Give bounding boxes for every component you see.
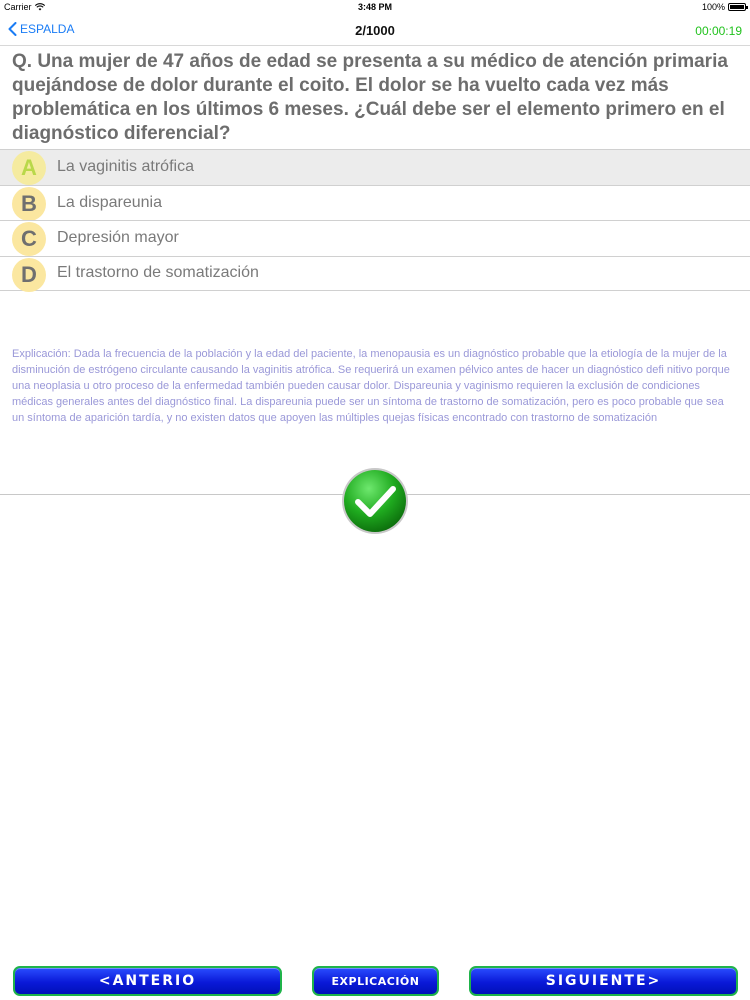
explanation-text: Explicación: Dada la frecuencia de la población y la edad del paciente, la menopausia es un diagnóstico probable que la etiología de la mujer de la disminución de estrógeno circulante causando la vaginitis atrófica. Se requerirá un examen pélvico antes de hacer un diagnóstico defi nitivo porque una neoplasia u otro proceso de la enfermedad también pueden causar dolor. Dispareunia y vaginismo requieren la exclusión de condiciones médicas generales antes del diagnóstico final. La dispareunia puede ser un síntoma de trastorno de somatización, pero es poco probable que sea un síntoma de aparición tardía, y no existen datos que apoyen las múltiples quejas físicas encontrado con trastorno de somatización — [12, 348, 730, 424]
status-time: 3:48 PM — [357, 2, 392, 12]
answer-text: La vaginitis atrófica — [57, 158, 194, 176]
next-button[interactable]: SIGUIENTE> — [469, 966, 738, 996]
answer-option-a[interactable] — [0, 149, 750, 185]
answer-text: El trastorno de somatización — [57, 264, 259, 282]
carrier-label: Carrier — [4, 2, 32, 12]
answer-option-d[interactable] — [0, 256, 750, 292]
battery-icon — [728, 3, 746, 11]
answer-letter: A — [12, 151, 46, 185]
battery-percent: 100% — [701, 2, 725, 12]
previous-button[interactable]: <ANTERIO — [13, 966, 282, 996]
answer-text: Depresión mayor — [57, 229, 179, 247]
question-counter: 2/1000 — [355, 23, 395, 38]
answer-list — [0, 149, 750, 291]
battery-indicator — [702, 2, 746, 12]
answer-letter: D — [12, 258, 46, 292]
answer-letter: C — [12, 222, 46, 256]
explanation-button[interactable]: EXPLICACIÓN — [312, 966, 439, 996]
status-bar — [0, 0, 750, 14]
answer-option-c[interactable] — [0, 220, 750, 256]
answer-text: La dispareunia — [57, 193, 162, 211]
answer-letter: B — [12, 187, 46, 221]
answer-option-b[interactable] — [0, 185, 750, 221]
question-text: Q. Una mujer de 47 años de edad se presenta a su médico de atención primaria quejándose de dolor durante el coito. El dolor se ha vuelto cada vez más problemática en los últimos 6 meses. ¿Cuál debe ser el elemento primero en el diagnóstico diferencial? — [12, 51, 728, 144]
check-icon — [340, 466, 410, 536]
elapsed-timer: 00:00:19 — [695, 24, 742, 38]
nav-bar — [0, 14, 750, 46]
back-label: ESPALDA — [20, 22, 75, 36]
